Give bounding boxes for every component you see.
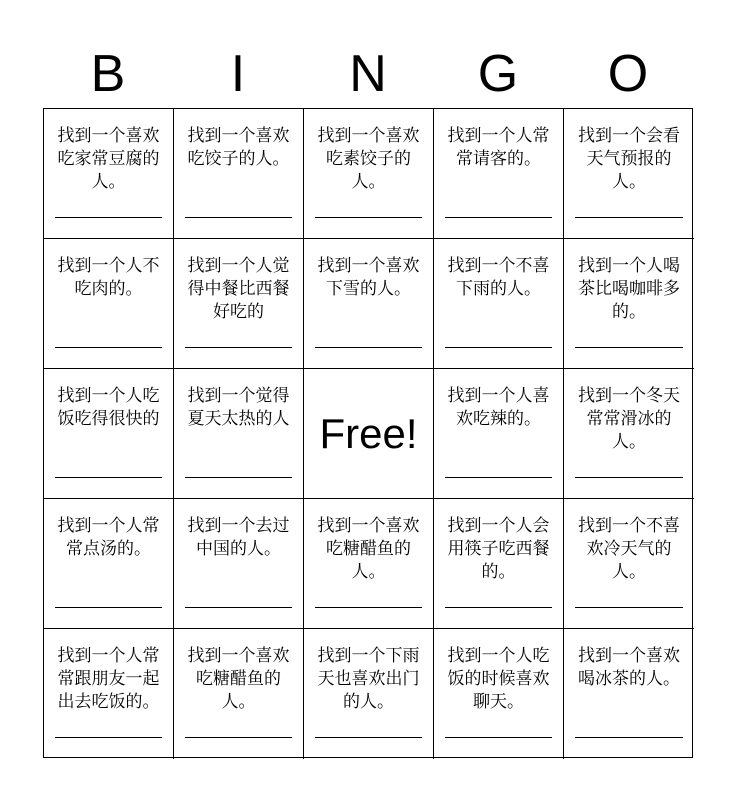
signature-line xyxy=(185,347,292,348)
cell-prompt: 找到一个去过中国的人。 xyxy=(187,516,290,559)
signature-line xyxy=(55,217,162,218)
free-space xyxy=(304,369,434,499)
cell-prompt: 找到一个喜欢吃家常豆腐的人。 xyxy=(57,126,160,192)
bingo-cell[interactable] xyxy=(174,629,304,759)
bingo-cell[interactable] xyxy=(564,239,694,369)
header-letter-o: O xyxy=(607,45,649,103)
signature-line xyxy=(445,737,552,738)
cell-prompt: 找到一个人吃饭吃得很快的 xyxy=(57,386,160,429)
signature-line xyxy=(575,477,683,478)
cell-prompt: 找到一个喜欢吃糖醋鱼的人。 xyxy=(187,646,290,712)
bingo-cell[interactable] xyxy=(564,499,694,629)
bingo-cell[interactable] xyxy=(44,239,174,369)
cell-prompt: 找到一个人吃饭的时候喜欢聊天。 xyxy=(447,646,550,712)
bingo-cell[interactable] xyxy=(434,499,564,629)
signature-line xyxy=(575,347,683,348)
bingo-cell[interactable] xyxy=(44,499,174,629)
signature-line xyxy=(55,347,162,348)
bingo-cell[interactable] xyxy=(434,629,564,759)
signature-line xyxy=(315,217,422,218)
cell-prompt: 找到一个喜欢喝冰茶的人。 xyxy=(578,646,680,689)
signature-line xyxy=(55,607,162,608)
cell-prompt: 找到一个不喜下雨的人。 xyxy=(447,256,550,299)
bingo-cell[interactable] xyxy=(304,499,434,629)
signature-line xyxy=(185,477,292,478)
header-letter-n: N xyxy=(349,45,387,103)
cell-prompt: 找到一个觉得夏天太热的人 xyxy=(187,386,290,429)
free-space-label: Free! xyxy=(319,409,418,457)
cell-prompt: 找到一个人不吃肉的。 xyxy=(57,256,160,299)
bingo-cell[interactable] xyxy=(434,369,564,499)
cell-prompt: 找到一个冬天常常滑冰的人。 xyxy=(578,386,680,452)
bingo-cell[interactable] xyxy=(564,629,694,759)
bingo-cell[interactable] xyxy=(434,109,564,239)
bingo-cell[interactable] xyxy=(434,239,564,369)
bingo-header xyxy=(43,40,693,108)
cell-prompt: 找到一个喜欢吃糖醋鱼的人。 xyxy=(317,516,420,582)
signature-line xyxy=(575,217,683,218)
bingo-cell[interactable] xyxy=(304,239,434,369)
cell-prompt: 找到一个人喝茶比喝咖啡多的。 xyxy=(578,256,680,322)
signature-line xyxy=(185,217,292,218)
cell-prompt: 找到一个人觉得中餐比西餐好吃的 xyxy=(187,256,290,322)
bingo-cell[interactable] xyxy=(44,369,174,499)
cell-prompt: 找到一个不喜欢冷天气的人。 xyxy=(578,516,680,582)
signature-line xyxy=(575,607,683,608)
bingo-cell[interactable] xyxy=(174,109,304,239)
cell-prompt: 找到一个人常常点汤的。 xyxy=(57,516,160,559)
signature-line xyxy=(575,737,683,738)
signature-line xyxy=(55,737,162,738)
header-letter-i: I xyxy=(230,45,246,103)
bingo-cell[interactable] xyxy=(564,109,694,239)
signature-line xyxy=(55,477,162,478)
bingo-cell[interactable] xyxy=(304,109,434,239)
signature-line xyxy=(315,737,422,738)
cell-prompt: 找到一个会看天气预报的人。 xyxy=(578,126,680,192)
signature-line xyxy=(185,607,292,608)
bingo-board xyxy=(43,108,693,758)
header-letter-g: G xyxy=(477,45,519,103)
cell-prompt: 找到一个喜欢吃素饺子的人。 xyxy=(317,126,420,192)
cell-prompt: 找到一个喜欢吃饺子的人。 xyxy=(187,126,290,169)
cell-prompt: 找到一个人常常请客的。 xyxy=(447,126,550,169)
bingo-cell[interactable] xyxy=(44,629,174,759)
signature-line xyxy=(185,737,292,738)
bingo-cell[interactable] xyxy=(174,499,304,629)
cell-prompt: 找到一个喜欢下雪的人。 xyxy=(317,256,420,299)
cell-prompt: 找到一个人喜欢吃辣的。 xyxy=(447,386,550,429)
signature-line xyxy=(445,217,552,218)
signature-line xyxy=(445,347,552,348)
bingo-cell[interactable] xyxy=(174,369,304,499)
bingo-cell[interactable] xyxy=(564,369,694,499)
bingo-cell[interactable] xyxy=(304,629,434,759)
bingo-cell[interactable] xyxy=(174,239,304,369)
bingo-cell[interactable] xyxy=(44,109,174,239)
header-letter-b: B xyxy=(90,45,126,103)
cell-prompt: 找到一个人常常跟朋友一起出去吃饭的。 xyxy=(57,646,160,712)
signature-line xyxy=(315,607,422,608)
signature-line xyxy=(315,347,422,348)
signature-line xyxy=(445,607,552,608)
cell-prompt: 找到一个下雨天也喜欢出门的人。 xyxy=(317,646,420,712)
cell-prompt: 找到一个人会用筷子吃西餐的。 xyxy=(447,516,550,582)
signature-line xyxy=(445,477,552,478)
